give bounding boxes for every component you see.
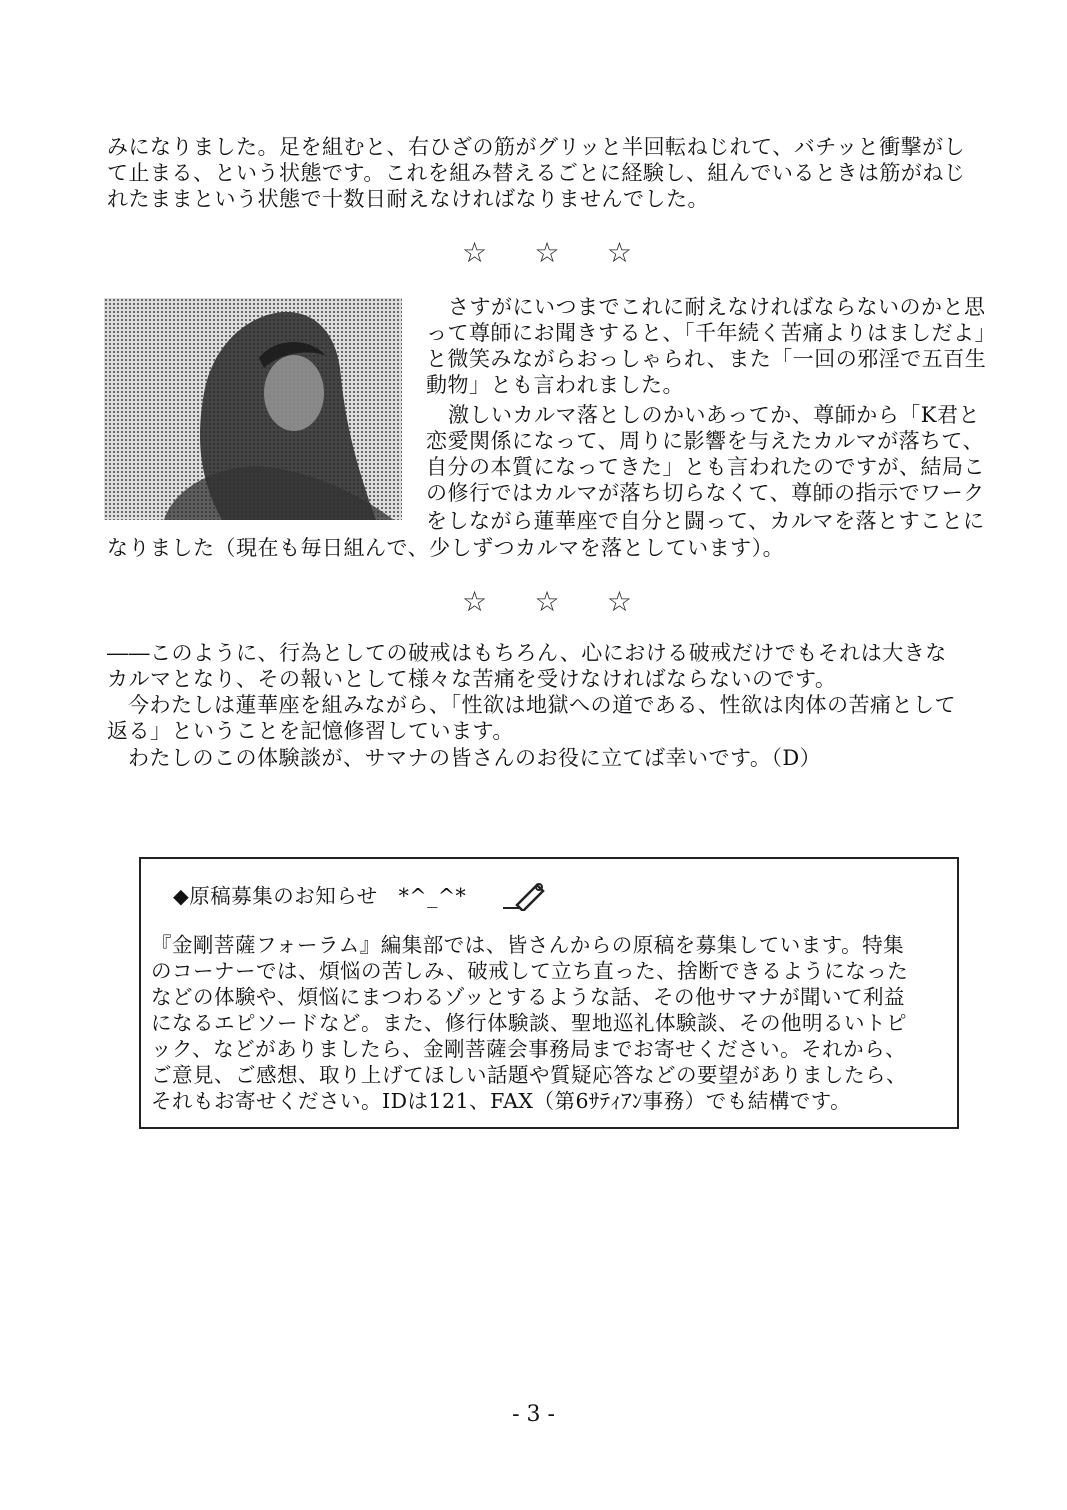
notice-text-line: などの体験や、煩悩にまつわるゾッとするような話、その他サマナが聞いて利益 — [151, 985, 905, 1009]
body-text-line: ――このように、行為としての破戒はもちろん、心における破戒だけでもそれは大きな — [107, 641, 947, 665]
halftone-photo — [104, 298, 402, 520]
portrait-figure-icon — [104, 298, 402, 520]
star-icon: ☆ — [462, 585, 488, 618]
body-text-line: わたしのこの体験談が、サマナの皆さんのお役に立てば幸いです。（D） — [128, 746, 822, 770]
star-separator — [462, 236, 632, 269]
body-text-line: 返る」ということを記憶修習しています。 — [107, 719, 514, 743]
notice-title: ◆原稿募集のお知らせ *^_^* — [173, 884, 467, 908]
body-text-line: みになりました。足を組むと、右ひざの筋がグリッと半回転ねじれて、バチッと衝撃がし — [107, 135, 966, 159]
body-text-line: 動物」とも言われました。 — [426, 373, 684, 397]
notice-text-line: 『金剛菩薩フォーラム』編集部では、皆さんからの原稿を募集しています。特集 — [151, 933, 905, 957]
body-text-line: カルマとなり、その報いとして様々な苦痛を受けなければならないのです。 — [107, 667, 837, 691]
star-icon: ☆ — [534, 585, 560, 618]
notice-text-line: になるエピソードなど。また、修行体験談、聖地巡礼体験談、その他明るいトピ — [151, 1011, 907, 1035]
manuscript-call-notice — [139, 857, 959, 1129]
body-text-line: って尊師にお聞きすると、「千年続く苦痛よりはましだよ」 — [426, 321, 996, 345]
notice-text-line: それもお寄せください。IDは121、FAX（第6ｻﾃｨｱﾝ事務）でも結構です。 — [151, 1089, 852, 1113]
body-text-line: 恋愛関係になって、周りに影響を与えたカルマが落ちて、 — [426, 429, 984, 453]
star-icon: ☆ — [534, 236, 560, 269]
body-text-line: 激しいカルマ落としのかいあってか、尊師から「K君と — [448, 403, 980, 427]
body-text-line: さすがにいつまでこれに耐えなければならないのかと思 — [448, 295, 986, 319]
notice-text-line: のコーナーでは、煩悩の苦しみ、破戒して立ち直った、捨断できるようになった — [151, 959, 909, 983]
body-text-line: なりました（現在も毎日組んで、少しずつカルマを落としています）。 — [107, 536, 785, 560]
notice-text-line: ご意見、ご感想、取り上げてほしい話題や質疑応答などの要望がありましたら、 — [151, 1063, 907, 1087]
body-text-line: 今わたしは蓮華座を組みながら、「性欲は地獄への道である、性欲は肉体の苦痛として — [128, 693, 956, 717]
page-number: - 3 - — [512, 1402, 555, 1427]
star-separator — [462, 585, 632, 618]
body-text-line: 自分の本質になってきた」とも言われたのですが、結局こ — [426, 455, 985, 479]
body-text-line: と微笑みながらおっしゃられ、また「一回の邪淫で五百生 — [426, 347, 987, 371]
star-icon: ☆ — [606, 585, 632, 618]
star-icon: ☆ — [462, 236, 488, 269]
body-text-line: れたままという状態で十数日耐えなければなりませんでした。 — [107, 187, 709, 211]
notice-text-line: ック、などがありましたら、金剛菩薩会事務局までお寄せください。それから、 — [151, 1037, 907, 1061]
pencil-icon — [499, 879, 547, 911]
body-text-line: をしながら蓮華座で自分と闘って、カルマを落とすことに — [426, 509, 985, 533]
body-text-line: の修行ではカルマが落ち切らなくて、尊師の指示でワーク — [426, 481, 985, 505]
star-icon: ☆ — [606, 236, 632, 269]
body-text-line: て止まる、という状態です。これを組み替えるごとに経験し、組んでいるときは筋がねじ — [107, 161, 966, 185]
